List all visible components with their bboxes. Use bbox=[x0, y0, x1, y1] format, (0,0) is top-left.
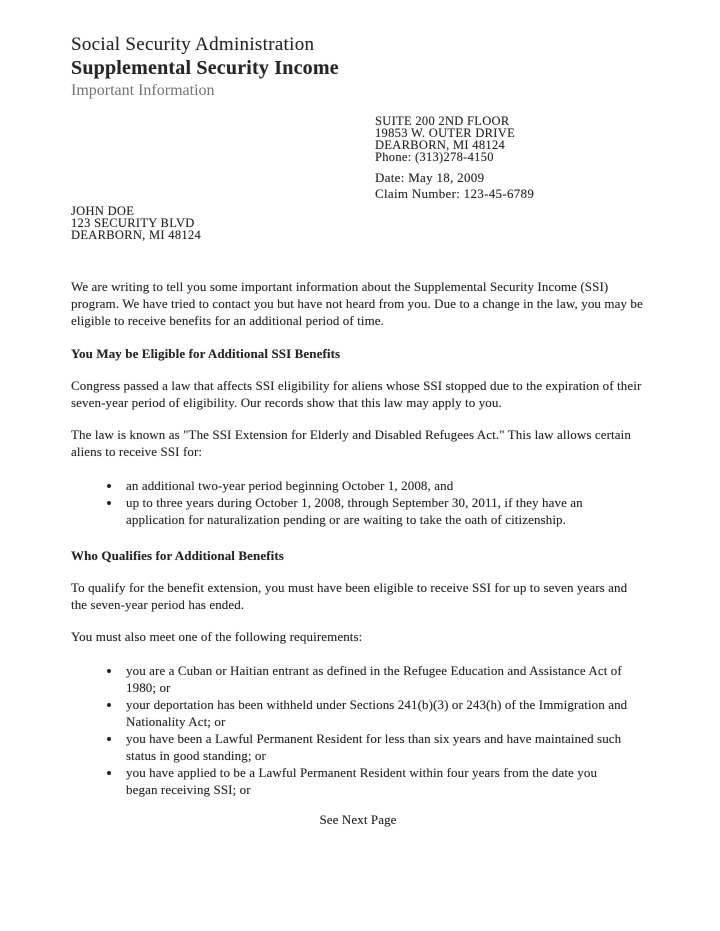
benefit-period-list bbox=[71, 477, 631, 528]
section2-paragraph-1: To qualify for the benefit extension, you must have been eligible to receive SSI for up to seven years and the seven-year period has ended. bbox=[71, 580, 628, 612]
list-item: • you have applied to be a Lawful Permanent Resident within four years from the date you began receiving SSI; or bbox=[122, 764, 631, 798]
section1-heading: You May be Eligible for Additional SSI Benefits bbox=[71, 346, 341, 361]
section1-paragraph-2: The law is known as "The SSI Extension for Elderly and Disabled Refugees Act." This law allows certain aliens to receive SSI for: bbox=[71, 427, 631, 459]
see-next-page-label: See Next Page bbox=[319, 812, 397, 827]
letter-body bbox=[71, 278, 645, 828]
program-name: Supplemental Security Income bbox=[71, 57, 339, 79]
agency-name: Social Security Administration bbox=[71, 34, 315, 55]
recipient-city: DEARBORN, MI 48124 bbox=[71, 228, 202, 242]
recipient-street: 123 SECURITY BLVD bbox=[71, 216, 195, 230]
claim-number-line: Claim Number: 123-45-6789 bbox=[375, 186, 535, 201]
office-address-block bbox=[375, 115, 645, 163]
intro-paragraph: We are writing to tell you some important information about the Supplemental Security Income (SSI) program. We have tried to contact you but have not heard from you. Due to a change in the law, you may be eligible to receive benefits for an additional period of time. bbox=[71, 279, 643, 328]
letterhead bbox=[71, 34, 645, 100]
list-item: • you are a Cuban or Haitian entrant as defined in the Refugee Education and Assistance Act of 1980; or bbox=[122, 662, 631, 696]
list-item: • you have been a Lawful Permanent Resident for less than six years and have maintained such status in good standing; or bbox=[122, 730, 631, 764]
requirements-list bbox=[71, 662, 631, 798]
recipient-address-block bbox=[71, 205, 645, 241]
date-claim-block bbox=[375, 170, 645, 202]
recipient-name: JOHN DOE bbox=[71, 204, 135, 218]
date-line: Date: May 18, 2009 bbox=[375, 170, 485, 185]
office-address-line: SUITE 200 2ND FLOOR bbox=[375, 114, 510, 128]
office-address-line: 19853 W. OUTER DRIVE bbox=[375, 126, 516, 140]
office-address-line: DEARBORN, MI 48124 bbox=[375, 138, 506, 152]
section2-paragraph-2: You must also meet one of the following requirements: bbox=[71, 629, 363, 644]
list-item: • up to three years during October 1, 2008, through September 30, 2011, if they have an application for naturalization pending or are waiting to take the oath of citizenship. bbox=[122, 494, 631, 528]
section2-heading: Who Qualifies for Additional Benefits bbox=[71, 548, 284, 563]
letter-subtitle: Important Information bbox=[71, 82, 215, 99]
section1-paragraph-1: Congress passed a law that affects SSI eligibility for aliens whose SSI stopped due to the expiration of their seven-year period of eligibility. Our records show that this law may apply to you. bbox=[71, 378, 642, 410]
office-phone-line: Phone: (313)278-4150 bbox=[375, 150, 494, 164]
list-item: • your deportation has been withheld under Sections 241(b)(3) or 243(h) of the Immigration and Nationality Act; or bbox=[122, 696, 631, 730]
list-item: • an additional two-year period beginning October 1, 2008, and bbox=[122, 477, 631, 494]
